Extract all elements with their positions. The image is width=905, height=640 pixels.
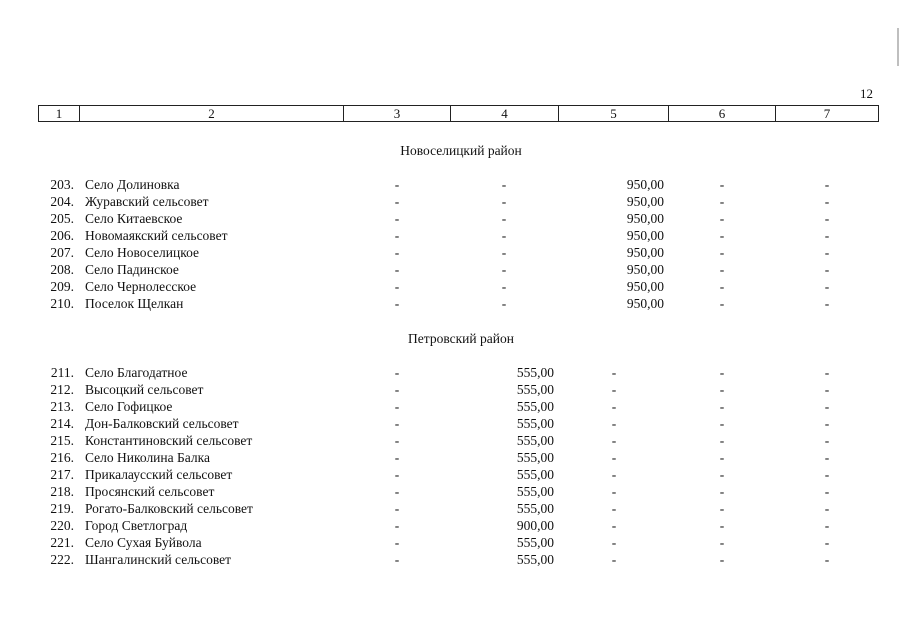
col-4-value: 555,00 (516, 467, 554, 482)
settlement-name: Журавский сельсовет (85, 194, 209, 209)
table-header-row (38, 105, 879, 122)
col-6-value: - (719, 194, 725, 209)
col-7-value: - (824, 518, 830, 533)
settlement-name: Шангалинский сельсовет (85, 552, 232, 567)
row-number: 218. (50, 484, 74, 499)
col-6-value: - (719, 279, 725, 294)
settlement-name: Село Николина Балка (85, 450, 210, 465)
col-7-value: - (824, 433, 830, 448)
col-7-value: - (824, 228, 830, 243)
col-7-value: - (824, 552, 830, 567)
col-3-value: - (394, 552, 400, 567)
col-4-value: - (501, 211, 507, 226)
col-6-value: - (719, 262, 725, 277)
col-4-value: - (501, 262, 507, 277)
col-7-value: - (824, 177, 830, 192)
col-5-value: 950,00 (626, 245, 664, 260)
row-number: 210. (50, 296, 74, 311)
table-row (0, 193, 905, 210)
table-row (0, 432, 905, 449)
table-row (0, 261, 905, 278)
row-number: 209. (50, 279, 74, 294)
col-7-value: - (824, 262, 830, 277)
table-row (0, 551, 905, 568)
col-6-value: - (719, 467, 725, 482)
settlement-name: Дон-Балковский сельсовет (85, 416, 239, 431)
page-number: 12 (860, 86, 873, 101)
header-col-4: 4 (451, 106, 559, 121)
settlement-name: Город Светлоград (85, 518, 188, 533)
col-6-value: - (719, 433, 725, 448)
col-7-value: - (824, 365, 830, 380)
row-number: 204. (50, 194, 74, 209)
col-4-value: - (501, 177, 507, 192)
col-3-value: - (394, 484, 400, 499)
settlement-name: Село Китаевское (85, 211, 183, 226)
col-6-value: - (719, 552, 725, 567)
table-row (0, 483, 905, 500)
col-5-value: - (611, 552, 617, 567)
col-4-value: 555,00 (516, 484, 554, 499)
table-row (0, 176, 905, 193)
col-4-value: 555,00 (516, 416, 554, 431)
col-4-value: - (501, 228, 507, 243)
settlement-name: Просянский сельсовет (85, 484, 215, 499)
col-4-value: - (501, 194, 507, 209)
col-6-value: - (719, 484, 725, 499)
row-number: 219. (50, 501, 74, 516)
col-3-value: - (394, 399, 400, 414)
row-number: 213. (50, 399, 74, 414)
row-number: 222. (50, 552, 74, 567)
col-7-value: - (824, 399, 830, 414)
header-col-1: 1 (39, 106, 80, 121)
col-6-value: - (719, 382, 725, 397)
col-6-value: - (719, 535, 725, 550)
col-4-value: 555,00 (516, 399, 554, 414)
col-4-value: 900,00 (516, 518, 554, 533)
col-6-value: - (719, 228, 725, 243)
row-number: 206. (50, 228, 74, 243)
row-number: 212. (50, 382, 74, 397)
col-5-value: 950,00 (626, 177, 664, 192)
col-5-value: 950,00 (626, 296, 664, 311)
col-3-value: - (394, 501, 400, 516)
header-col-7: 7 (823, 106, 831, 121)
table-row (0, 364, 905, 381)
col-3-value: - (394, 194, 400, 209)
col-4-value: 555,00 (516, 501, 554, 516)
col-3-value: - (394, 211, 400, 226)
table-row (0, 517, 905, 534)
row-number: 203. (50, 177, 74, 192)
row-number: 220. (50, 518, 74, 533)
col-7-value: - (824, 467, 830, 482)
col-3-value: - (394, 296, 400, 311)
col-3-value: - (394, 535, 400, 550)
table-row (0, 534, 905, 551)
col-4-value: 555,00 (516, 552, 554, 567)
table-row (0, 415, 905, 432)
settlement-name: Поселок Щелкан (85, 296, 184, 311)
header-col-5: 5 (559, 106, 669, 121)
section-title: Петровский район (408, 331, 514, 346)
table-row (0, 244, 905, 261)
settlement-name: Село Падинское (85, 262, 179, 277)
col-5-value: 950,00 (626, 279, 664, 294)
row-number: 217. (50, 467, 74, 482)
col-6-value: - (719, 416, 725, 431)
row-number: 215. (50, 433, 74, 448)
col-3-value: - (394, 228, 400, 243)
table-row (0, 278, 905, 295)
col-7-value: - (824, 296, 830, 311)
settlement-name: Новомаякский сельсовет (85, 228, 228, 243)
row-number: 211. (50, 365, 74, 380)
col-5-value: 950,00 (626, 228, 664, 243)
col-3-value: - (394, 279, 400, 294)
scan-margin-mark (897, 28, 899, 66)
col-3-value: - (394, 177, 400, 192)
col-5-value: - (611, 518, 617, 533)
col-6-value: - (719, 365, 725, 380)
col-7-value: - (824, 450, 830, 465)
col-7-value: - (824, 535, 830, 550)
col-6-value: - (719, 501, 725, 516)
row-number: 205. (50, 211, 74, 226)
col-7-value: - (824, 484, 830, 499)
row-number: 207. (50, 245, 74, 260)
settlement-name: Село Новоселицкое (85, 245, 200, 260)
col-7-value: - (824, 211, 830, 226)
col-3-value: - (394, 450, 400, 465)
header-col-3: 3 (344, 106, 451, 121)
col-6-value: - (719, 450, 725, 465)
settlement-name: Прикалаусский сельсовет (85, 467, 233, 482)
row-number: 221. (50, 535, 74, 550)
col-5-value: - (611, 416, 617, 431)
settlement-name: Рогато-Балковский сельсовет (85, 501, 253, 516)
col-7-value: - (824, 382, 830, 397)
col-5-value: - (611, 399, 617, 414)
col-5-value: - (611, 535, 617, 550)
row-number: 208. (50, 262, 74, 277)
col-7-value: - (824, 416, 830, 431)
col-5-value: - (611, 501, 617, 516)
settlement-name: Высоцкий сельсовет (85, 382, 204, 397)
col-6-value: - (719, 296, 725, 311)
col-3-value: - (394, 518, 400, 533)
col-6-value: - (719, 399, 725, 414)
settlement-name: Село Долиновка (85, 177, 180, 192)
row-number: 216. (50, 450, 74, 465)
col-6-value: - (719, 245, 725, 260)
settlement-name: Село Благодатное (85, 365, 188, 380)
table-row (0, 295, 905, 312)
settlement-name: Село Чернолесское (85, 279, 197, 294)
settlement-name: Константиновский сельсовет (85, 433, 253, 448)
col-7-value: - (824, 245, 830, 260)
settlement-name: Село Гофицкое (85, 399, 173, 414)
col-5-value: 950,00 (626, 194, 664, 209)
col-6-value: - (719, 211, 725, 226)
section-title: Новоселицкий район (400, 143, 522, 158)
col-4-value: - (501, 245, 507, 260)
col-4-value: 555,00 (516, 382, 554, 397)
table-row (0, 449, 905, 466)
col-6-value: - (719, 518, 725, 533)
col-3-value: - (394, 365, 400, 380)
col-4-value: 555,00 (516, 535, 554, 550)
settlement-name: Село Сухая Буйвола (85, 535, 202, 550)
header-col-6: 6 (669, 106, 776, 121)
col-3-value: - (394, 262, 400, 277)
col-5-value: 950,00 (626, 211, 664, 226)
col-5-value: - (611, 467, 617, 482)
row-number: 214. (50, 416, 74, 431)
col-6-value: - (719, 177, 725, 192)
col-5-value: 950,00 (626, 262, 664, 277)
col-7-value: - (824, 194, 830, 209)
table-row (0, 381, 905, 398)
col-7-value: - (824, 279, 830, 294)
table-row (0, 210, 905, 227)
col-4-value: - (501, 279, 507, 294)
table-row (0, 466, 905, 483)
col-7-value: - (824, 501, 830, 516)
col-3-value: - (394, 467, 400, 482)
col-3-value: - (394, 433, 400, 448)
col-3-value: - (394, 382, 400, 397)
col-4-value: 555,00 (516, 365, 554, 380)
table-row (0, 398, 905, 415)
col-5-value: - (611, 382, 617, 397)
col-3-value: - (394, 416, 400, 431)
header-col-2: 2 (80, 106, 344, 121)
col-5-value: - (611, 365, 617, 380)
col-4-value: 555,00 (516, 450, 554, 465)
table-row (0, 227, 905, 244)
col-4-value: 555,00 (516, 433, 554, 448)
table-row (0, 500, 905, 517)
col-5-value: - (611, 433, 617, 448)
col-5-value: - (611, 484, 617, 499)
col-5-value: - (611, 450, 617, 465)
col-4-value: - (501, 296, 507, 311)
col-3-value: - (394, 245, 400, 260)
